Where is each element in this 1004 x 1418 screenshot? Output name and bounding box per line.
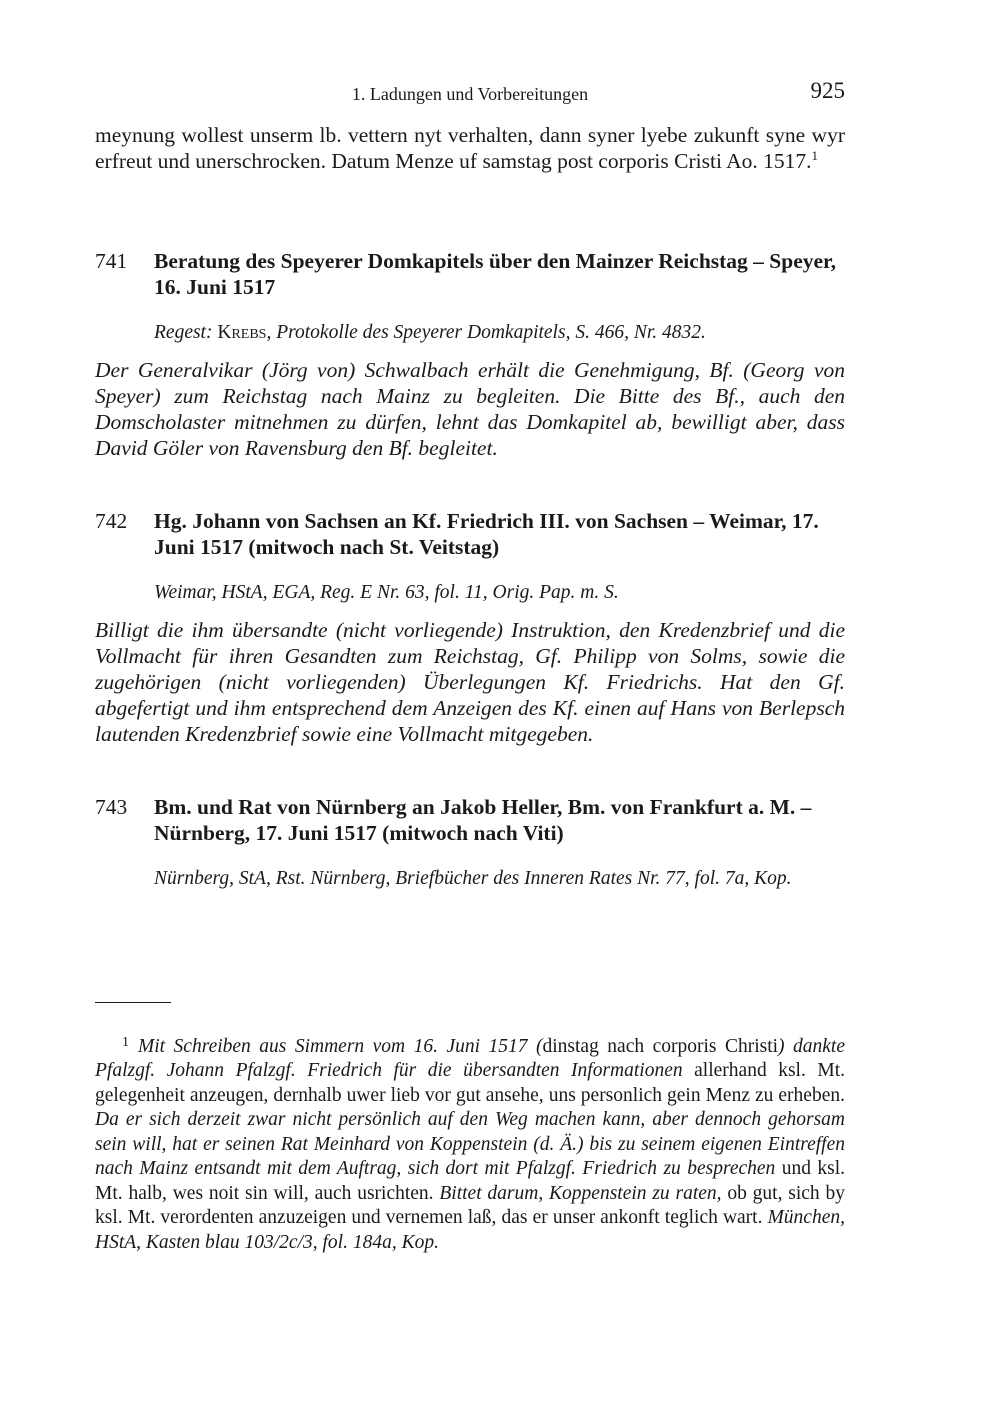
- entry-regest: Billigt die ihm übersandte (nicht vorliegende) Instruktion, den Kredenzbrief und die Vollmacht für ihren Gesandten zum Reichstag, Gf. Philipp von Solms, sowie die zugehörigen (nicht vorliegenden) Überlegungen Kf. Friedrichs. Hat den Gf. abgefertigt und ihm entsprechend dem Anzeigen des Kf. einen auf Hans von Berlepsch lautenden Kredenzbrief sowie eine Vollmacht mitgegeben.: [95, 618, 845, 746]
- entry-source: [95, 320, 845, 346]
- entry-title: Beratung des Speyerer Domkapitels über den Mainzer Reichstag – Speyer, 16. Juni 1517: [154, 249, 837, 299]
- footnote-segment: ob gut, sich by ksl. Mt. verordenten anzuzeigen und vernemen laß, das er unser ankonft teglich wart.: [95, 1182, 845, 1228]
- entry-title: Hg. Johann von Sachsen an Kf. Friedrich III. von Sachsen – Weimar, 17. Juni 1517 (mitwoch nach St. Veitstag): [154, 509, 819, 559]
- entry-heading: [95, 508, 845, 560]
- source-author: Krebs: [217, 322, 267, 343]
- entry-number: 742: [95, 509, 128, 533]
- entry-heading: [95, 248, 845, 300]
- continuation-text: meynung wollest unserm lb. vettern nyt verhalten, dann syner lyebe zukunft syne wyr erfreut und unerschrocken. Datum Menze uf samstag post corporis Cristi Ao. 1517.: [95, 123, 845, 173]
- footnote-segment: allerhand ksl. Mt. gelegenheit anzeugen, dernhalb uwer lieb vor gut ansehe, uns personlich gein Menz zu erheben.: [95, 1060, 846, 1106]
- footnote-separator: [95, 1002, 171, 1003]
- entry-heading: [95, 794, 845, 846]
- entry-number: 741: [95, 249, 128, 273]
- document-page: [95, 0, 845, 1418]
- source-prefix: Regest:: [154, 322, 218, 343]
- continuation-paragraph: [95, 122, 845, 174]
- footnote-segment: Bittet darum, Koppenstein zu raten,: [439, 1182, 722, 1204]
- entry-743: [95, 794, 845, 892]
- footnote-mark: 1: [122, 1034, 129, 1050]
- footnote-segment: ) dankte Pfalzgf. Johann Pfalzgf. Friedrich für die übersandten Informationen: [95, 1035, 845, 1081]
- entry-source: Nürnberg, StA, Rst. Nürnberg, Briefbücher des Inneren Rates Nr. 77, fol. 7a, Kop.: [154, 868, 792, 889]
- running-head-title: 1. Ladungen und Vorbereitungen: [351, 84, 589, 104]
- footnote-segment: Da er sich derzeit zwar nicht persönlich auf den Weg machen kann, aber dennoch gehorsam sein will, hat er seinen Rat Meinhard von Koppenstein (d. Ä.) bis zu seinem eigenen Eintreffen nach Mainz entsandt mit dem Auftrag, sich dort mit Pfalzgf. Friedrich zu besprechen: [95, 1109, 845, 1179]
- entry-number: 743: [95, 795, 128, 819]
- entry-741: [95, 248, 845, 483]
- footnote: [95, 1031, 845, 1256]
- entry-source: Weimar, HStA, EGA, Reg. E Nr. 63, fol. 11, Orig. Pap. m. S.: [154, 582, 619, 603]
- running-head: [95, 78, 845, 108]
- footnote-segment: Mit Schreiben aus Simmern vom 16. Juni 1517 (: [138, 1035, 543, 1057]
- footnote-segment: dinstag nach corporis Christi: [542, 1035, 779, 1057]
- footnote-reference[interactable]: 1: [811, 148, 819, 163]
- entry-regest: Der Generalvikar (Jörg von) Schwalbach erhält die Genehmigung, Bf. (Georg von Speyer) zum Reichstag nach Mainz zu begleiten. Die Bitte des Bf., auch den Domscholaster mitnehmen zu dürfen, lehnt das Domkapitel ab, bewilligt aber, dass David Göler von Ravensburg den Bf. begleitet.: [95, 358, 845, 460]
- footnote-segment: München, HStA, Kasten blau 103/2c/3, fol. 184a, Kop.: [95, 1207, 845, 1253]
- entry-title: Bm. und Rat von Nürnberg an Jakob Heller, Bm. von Frankfurt a. M. – Nürnberg, 17. Juni 1517 (mitwoch nach Viti): [154, 795, 812, 845]
- entry-742: [95, 508, 845, 769]
- source-rest: , Protokolle des Speyerer Domkapitels, S. 466, Nr. 4832.: [266, 322, 706, 343]
- footnote-segment: und ksl. Mt. halb, wes noit sin will, auch usrichten.: [95, 1158, 845, 1204]
- page-number: 925: [810, 78, 845, 103]
